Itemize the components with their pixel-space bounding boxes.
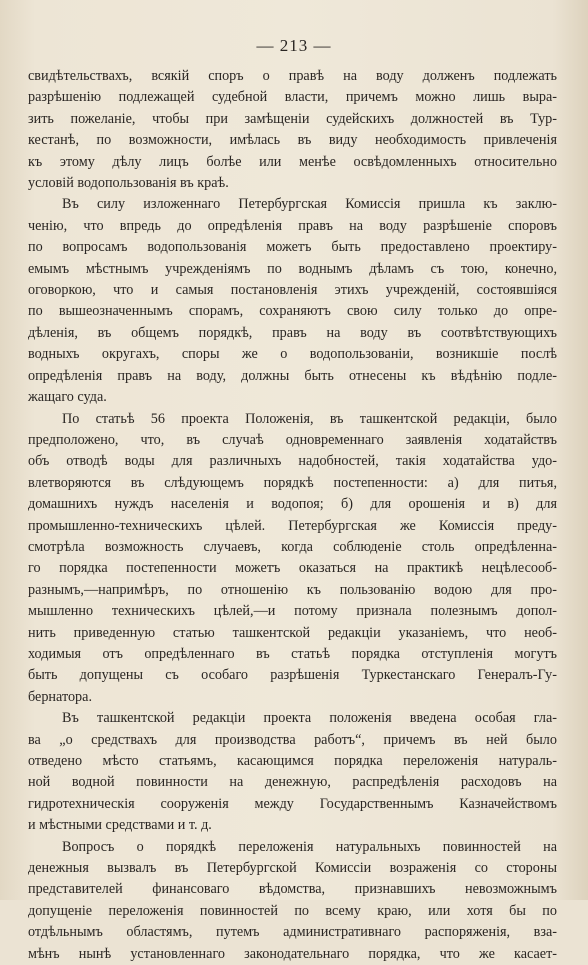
text-line: быть допущены съ особаго разрѣшенія Туркестанскаго Генералъ-Гу-	[28, 667, 557, 684]
text-line: Въ ташкентской редакціи проекта положенія введена особая гла-	[62, 710, 557, 727]
text-line: бернатора.	[28, 688, 92, 705]
paragraph	[28, 708, 557, 836]
body-text	[28, 66, 557, 965]
text-line: допущеніе переложенія повинностей по всему краю, или хотя бы по	[28, 902, 557, 919]
text-line: оговоркою, что и самыя постановленія этихъ учрежденій, состоявшіяся	[28, 282, 557, 299]
text-line: отведено мѣсто статьямъ, касающимся порядка переложенія натураль-	[28, 753, 557, 769]
text-line: ной водной повинности на денежную, распредѣленія расходовъ на	[28, 774, 557, 791]
text-line: По статьѣ 56 проекта Положенія, въ ташкентской редакціи, было	[62, 410, 557, 427]
text-line: водныхъ округахъ, споры же о водопользованіи, возникшіе послѣ	[28, 346, 557, 363]
text-line: домашнихъ нуждъ населенія и водопоя; б) для орошенія и в) для	[28, 496, 557, 513]
text-line: го порядка постепенности можетъ оказаться на практикѣ нецѣлесооб-	[28, 560, 557, 577]
text-line: смотрѣла возможность случаевъ, когда соблюденіе столь опредѣленна-	[28, 538, 557, 555]
text-line: свидѣтельствахъ, всякій споръ о правѣ на воду долженъ подлежать	[28, 68, 557, 84]
paragraph	[28, 409, 557, 709]
text-line: разрѣшенію подлежащей судебной власти, причемъ можно лишь выра-	[28, 89, 557, 106]
text-line: денежныя вызвалъ въ Петербургской Комиссіи возраженія со стороны	[28, 860, 557, 877]
paragraph	[28, 194, 557, 408]
text-line: кестанѣ, по возможности, имѣлась въ виду необходимость привлеченія	[28, 132, 557, 149]
text-line: отдѣльнымъ областямъ, путемъ административнаго распоряженія, взa-	[28, 924, 557, 941]
text-line: и мѣстными средствами и т. д.	[28, 817, 212, 834]
paragraph	[28, 66, 557, 194]
text-line: объ отводѣ воды для различныхъ надобностей, такія ходатайства удо-	[28, 453, 557, 470]
paragraph	[28, 837, 557, 965]
text-line: опредѣленія правъ на воду, должны быть отнесены къ вѣдѣнію подле-	[28, 367, 557, 384]
text-line: емымъ мѣстнымъ учрежденіямъ по воднымъ дѣламъ съ тою, конечно,	[28, 260, 557, 277]
text-line: по вопросамъ водопользованія можетъ быть предоставлено проектиру-	[28, 239, 557, 256]
text-line: мѣнъ нынѣ установленнаго законодательнаго порядка, что же касает-	[28, 945, 557, 962]
text-line: разнымъ,—напримѣръ, по отношенію къ пользованію водою для про-	[28, 581, 557, 598]
text-line: дѣленія, въ общемъ порядкѣ, правъ на воду въ соотвѣтствующихъ	[28, 324, 557, 341]
text-line: нить приведенную статью ташкентской редакціи указаніемъ, что необ-	[28, 624, 557, 641]
text-line: по вышеозначеннымъ спорамъ, сохраняютъ свою силу только до опре-	[28, 303, 557, 320]
text-line: условій водопользованія въ краѣ.	[28, 175, 229, 192]
text-line: къ этому дѣлу лицъ болѣе или менѣе освѣдомленныхъ относительно	[28, 153, 557, 170]
text-line: ва „о средствахъ для производства работъ“, причемъ въ ней было	[28, 731, 557, 748]
text-line: Въ силу изложеннаго Петербургская Комиссія пришла къ заклю-	[62, 196, 557, 213]
text-line: предположено, что, въ случаѣ одновременнаго заявленія ходатайствъ	[28, 431, 557, 448]
text-line: промышленно-техническихъ цѣлей. Петербургская же Комиссія преду-	[28, 517, 557, 534]
text-line: зить пожеланіе, чтобы при замѣщеніи судейскихъ должностей въ Тур-	[28, 110, 557, 127]
page-number: — 213 —	[256, 36, 332, 55]
text-line: мышленно техническихъ цѣлей,—и потому признала полезнымъ допол-	[28, 603, 557, 620]
text-line: представителей финансоваго вѣдомства, признавшихъ невозможнымъ	[28, 881, 557, 898]
text-line: гидротехническія сооруженія между Государственнымъ Казначействомъ	[28, 795, 557, 812]
text-line: влетворяются въ слѣдующемъ порядкѣ постепенности: а) для питья,	[28, 474, 557, 491]
text-line: жащаго суда.	[28, 389, 107, 406]
text-line: ходимыя отъ опредѣленнаго въ статьѣ порядка отступленія могутъ	[28, 645, 557, 662]
text-line: Вопросъ о порядкѣ переложенія натуральныхъ повинностей на	[62, 838, 557, 855]
text-line: ченію, что впредь до опредѣленія правъ на воду разрѣшеніе споровъ	[28, 217, 557, 234]
